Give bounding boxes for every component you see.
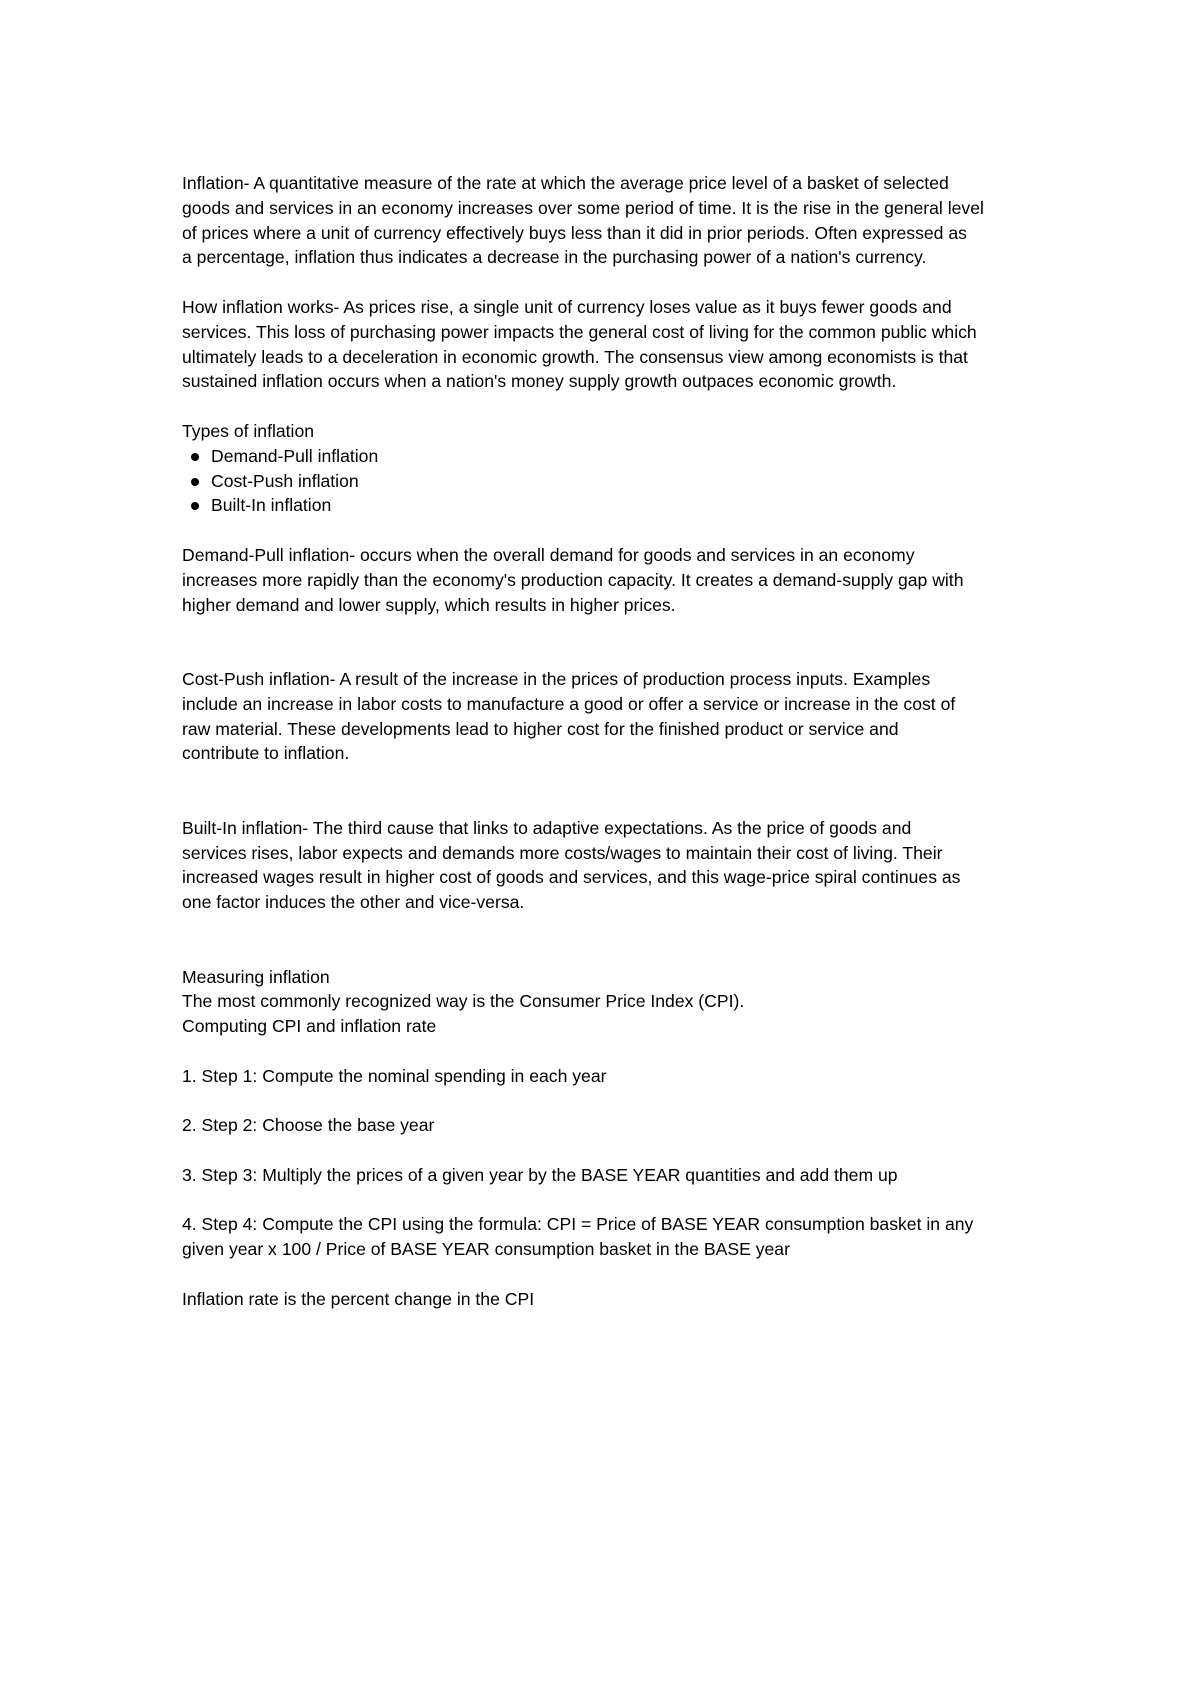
step-4	[182, 1212, 1032, 1262]
list-item	[182, 444, 1032, 469]
text-line: Demand-Pull inflation- occurs when the overall demand for goods and services in an economy	[182, 544, 915, 565]
types-list	[182, 444, 1032, 518]
document-body	[182, 171, 1032, 1336]
text-line: sustained inflation occurs when a nation's money supply growth outpaces economic growth.	[182, 371, 897, 392]
text-line: contribute to inflation.	[182, 743, 350, 764]
list-item-label: Built-In inflation	[211, 495, 332, 516]
text-line: Inflation- A quantitative measure of the rate at which the average price level of a basket of selected	[182, 173, 949, 193]
text-line: increased wages result in higher cost of goods and services, and this wage-price spiral continues as	[182, 867, 961, 888]
text-line: Inflation rate is the percent change in the CPI	[182, 1288, 535, 1309]
text-line: ultimately leads to a deceleration in economic growth. The consensus view among economists is that	[182, 346, 968, 367]
text-line: one factor induces the other and vice-versa.	[182, 892, 525, 913]
list-item-label: Demand-Pull inflation	[211, 445, 379, 466]
text-line: Measuring inflation	[182, 966, 330, 987]
text-line: increases more rapidly than the economy's production capacity. It creates a demand-supply gap with	[182, 569, 964, 590]
text-line: goods and services in an economy increases over some period of time. It is the rise in the general level	[182, 197, 984, 218]
text-line: services. This loss of purchasing power impacts the general cost of living for the common public which	[182, 321, 977, 342]
bullet-icon	[191, 478, 199, 486]
text-line: Built-In inflation- The third cause that links to adaptive expectations. As the price of goods and	[182, 817, 912, 838]
inflation-rate-paragraph	[182, 1287, 1032, 1312]
demand-pull-paragraph	[182, 543, 1032, 617]
list-item-label: Cost-Push inflation	[211, 470, 359, 491]
built-in-paragraph	[182, 816, 1032, 915]
text-line: 3. Step 3: Multiply the prices of a given year by the BASE YEAR quantities and add them up	[182, 1164, 898, 1185]
text-line: The most commonly recognized way is the Consumer Price Index (CPI).	[182, 991, 745, 1012]
bullet-icon	[191, 502, 199, 510]
bullet-icon	[191, 453, 199, 461]
text-line: services rises, labor expects and demands more costs/wages to maintain their cost of living. Their	[182, 842, 943, 863]
types-of-inflation-section	[182, 419, 1032, 518]
text-line: 2. Step 2: Choose the base year	[182, 1115, 435, 1136]
step-1	[182, 1064, 1032, 1089]
text-line: raw material. These developments lead to higher cost for the finished product or service and	[182, 718, 899, 739]
list-item	[182, 469, 1032, 494]
text-line: Cost-Push inflation- A result of the increase in the prices of production process inputs. Examples	[182, 668, 931, 689]
text-line: include an increase in labor costs to manufacture a good or offer a service or increase in the cost of	[182, 693, 956, 714]
text-line: How inflation works- As prices rise, a single unit of currency loses value as it buys fewer goods and	[182, 296, 952, 317]
text-line: a percentage, inflation thus indicates a decrease in the purchasing power of a nation's currency.	[182, 247, 927, 268]
text-line: Computing CPI and inflation rate	[182, 1016, 437, 1037]
text-line: 1. Step 1: Compute the nominal spending in each year	[182, 1065, 607, 1086]
text-line: 4. Step 4: Compute the CPI using the formula: CPI = Price of BASE YEAR consumption basket in any	[182, 1214, 974, 1235]
list-item	[182, 493, 1032, 518]
types-heading: Types of inflation	[182, 420, 315, 441]
inflation-definition-paragraph	[182, 171, 1032, 270]
step-3	[182, 1163, 1032, 1188]
step-2	[182, 1113, 1032, 1138]
text-line: of prices where a unit of currency effectively buys less than it did in prior periods. Often expressed as	[182, 222, 967, 243]
text-line: given year x 100 / Price of BASE YEAR consumption basket in the BASE year	[182, 1239, 790, 1260]
measuring-inflation-paragraph	[182, 965, 1032, 1039]
cost-push-paragraph	[182, 667, 1032, 766]
text-line: higher demand and lower supply, which results in higher prices.	[182, 594, 676, 615]
how-inflation-works-paragraph	[182, 295, 1032, 394]
